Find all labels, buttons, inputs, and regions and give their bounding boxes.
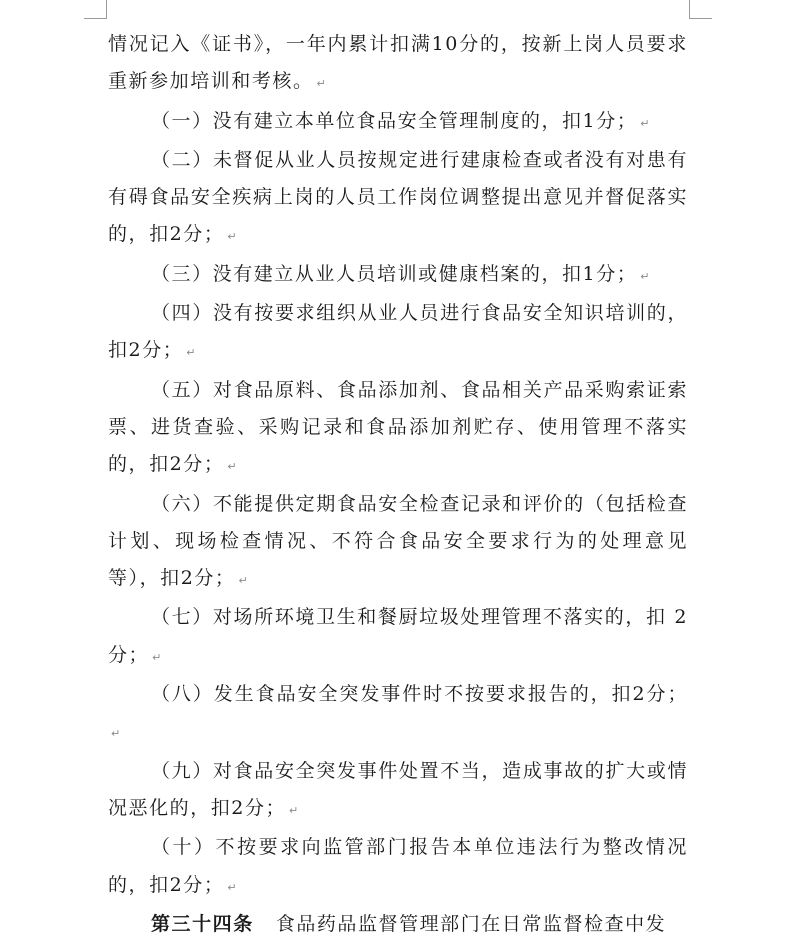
paragraph [108, 486, 688, 600]
paragraph-text: （七）对场所环境卫生和餐厨垃圾处理管理不落实的，扣 2 分； [108, 606, 688, 666]
paragraph-text: 情况记入《证书》，一年内累计扣满10分的，按新上岗人员要求重新参加培训和考核。 [108, 33, 688, 93]
paragraph-text: （十）不按要求向监管部门报告本单位违法行为整改情况的，扣2分； [108, 836, 688, 896]
paragraph [108, 829, 688, 906]
paragraph [108, 103, 688, 142]
paragraph-text: （四）没有按要求组织从业人员进行食品安全知识培训的，扣2分； [108, 302, 688, 362]
paragraph-mark-icon: ↵ [186, 346, 196, 360]
paragraph [108, 295, 688, 372]
paragraph-text: 食品药品监督管理部门在日常监督检查中发 [275, 912, 667, 935]
paragraph-mark-icon: ↵ [111, 727, 121, 741]
paragraph-mark-icon: ↵ [238, 574, 248, 588]
paragraph-text: （一）没有建立本单位食品安全管理制度的，扣1分； [151, 109, 638, 132]
paragraph-text: （六）不能提供定期食品安全检查记录和评价的（包括检查计划、现场检查情况、不符合食品安全要求行为的处理意见等），扣2分； [108, 492, 688, 590]
crop-mark-right [689, 0, 712, 19]
paragraph-text: （三）没有建立从业人员培训或健康档案的，扣1分； [151, 262, 638, 285]
paragraph-mark-icon: ↵ [289, 803, 299, 817]
paragraph [108, 142, 688, 256]
paragraph-mark-icon: ↵ [640, 116, 650, 130]
paragraph [108, 256, 688, 295]
paragraph [108, 753, 688, 830]
paragraph-mark-icon: ↵ [640, 269, 650, 283]
paragraph-mark-icon: ↵ [227, 880, 237, 894]
paragraph [108, 26, 688, 103]
paragraph [108, 676, 688, 753]
paragraph-text: （九）对食品安全突发事件处置不当，造成事故的扩大或情况恶化的，扣2分； [108, 759, 688, 819]
paragraph-mark-icon: ↵ [316, 77, 326, 91]
article-number: 第三十四条 [151, 912, 254, 935]
paragraph-text: （二）未督促从业人员按规定进行建康检查或者没有对患有有碍食品安全疾病上岗的人员工作岗位调整提出意见并督促落实的，扣2分； [108, 148, 688, 246]
document-body[interactable] [108, 26, 688, 943]
paragraph-mark-icon: ↵ [152, 650, 162, 664]
paragraph [108, 372, 688, 486]
paragraph [108, 599, 688, 676]
paragraph-mark-icon: ↵ [227, 230, 237, 244]
paragraph-mark-icon: ↵ [227, 460, 237, 474]
article-paragraph [108, 906, 688, 943]
paragraph-text: （八）发生食品安全突发事件时不按要求报告的，扣2分； [151, 683, 688, 706]
crop-mark-left [84, 0, 107, 19]
paragraph-text: （五）对食品原料、食品添加剂、食品相关产品采购索证索票、进货查验、采购记录和食品添加剂贮存、使用管理不落实的，扣2分； [108, 378, 688, 476]
